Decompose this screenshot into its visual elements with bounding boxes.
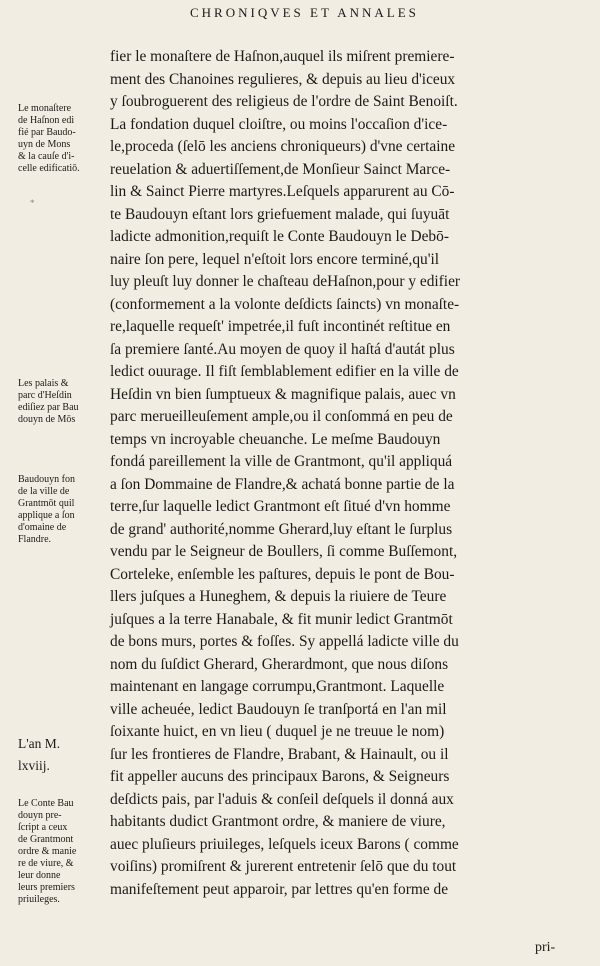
- text-line: maintenant en langage corrumpu,Grantmont. Laquelle: [110, 678, 445, 695]
- margin-note-line: leur donne: [18, 870, 61, 881]
- text-line: La fondation duquel cloiſtre, ou moins l'occaſion d'ice-: [110, 115, 448, 133]
- margin-note-line: lxviij.: [18, 758, 50, 773]
- text-line: re,laquelle requeſt' impetrée,il fuſt incontinét reſtitue en: [110, 318, 451, 335]
- text-line: nom du ſuſdict Gherard, Gherardmont, que nous diſons: [110, 655, 449, 673]
- margin-note-line: re de viure, &: [18, 858, 74, 869]
- text-line: llers juſques a Huneghem, & depuis la riuiere de Teure: [110, 588, 447, 605]
- margin-note-line: douyn de Mōs: [18, 414, 76, 425]
- text-line: ſoixante huict, en vn lieu ( duquel je ne treuue le nom): [110, 723, 445, 740]
- margin-note-line: Le Conte Bau: [18, 798, 74, 809]
- text-line: fondá pareillement la ville de Grantmont, qu'il appliquá: [110, 453, 453, 470]
- margin-note-line: priuileges.: [18, 894, 60, 905]
- margin-note-line: Le monaſtere: [18, 103, 72, 114]
- margin-note-line: uyn de Mons: [18, 139, 71, 150]
- margin-note-hesdin: [18, 378, 112, 426]
- margin-note-line: ſcript a ceux: [18, 822, 68, 833]
- margin-note-privileges: [18, 798, 112, 906]
- text-line: fit appeller aucuns des principaux Barons, & Seigneurs: [110, 768, 450, 785]
- margin-note-line: Grantmōt quil: [18, 498, 75, 509]
- text-line: parc merueilleuſement ample,ou il conſommá en peu de: [110, 408, 453, 425]
- margin-note-line: ordre & manie: [18, 846, 77, 857]
- text-line: habitants dudict Grantmont ordre, & maniere de viure,: [110, 813, 446, 830]
- margin-note-hasnon: [18, 103, 112, 175]
- text-line: luy pleuſt luy donner le chaſteau deHaſnon,pour y edifier: [110, 273, 461, 290]
- text-line: ledict ouurage. Il fiſt ſemblablement edifier en la ville de: [110, 363, 459, 380]
- text-line: te Baudouyn eſtant lors griefuement malade, qui ſuyuāt: [110, 205, 450, 223]
- text-line: a ſon Dommaine de Flandre,& achatá bonne partie de la: [110, 475, 455, 493]
- margin-note-line: parc d'Heſdin: [18, 390, 72, 401]
- margin-note-line: de Haſnon edi: [18, 115, 75, 126]
- ornament-mark: *: [30, 198, 35, 208]
- margin-note-line: fié par Baudo-: [18, 127, 76, 138]
- margin-note-line: celle edificatiō.: [18, 163, 80, 174]
- text-line: manifeſtement peut apparoir, par lettres qu'en forme de: [110, 880, 449, 898]
- text-line: y ſoubroguerent des religieus de l'ordre de Saint Benoiſt.: [110, 93, 458, 110]
- text-line: ſur les frontieres de Flandre, Brabant, & Hainault, ou il: [110, 745, 449, 763]
- text-line: de bons murs, portes & foſſes. Sy appellá ladicte ville du: [110, 633, 459, 650]
- running-head: CHRONIQVES ET ANNALES: [190, 5, 419, 20]
- text-line: terre,ſur laquelle ledict Grantmont eſt ſitué d'vn homme: [110, 498, 451, 515]
- margin-note-line: Baudouyn fon: [18, 474, 75, 485]
- text-line: (conformement a la volonte deſdicts ſaincts) vn monaſte-: [110, 295, 460, 313]
- margin-note-line: leurs premiers: [18, 882, 75, 893]
- text-line: Heſdin vn bien ſumptueux & magnifique palais, auec vn: [110, 385, 456, 403]
- text-line: temps vn incroyable cheuanche. Le meſme Baudouyn: [110, 430, 441, 448]
- text-line: ment des Chanoines regulieres, & depuis au lieu d'iceux: [110, 70, 456, 88]
- text-line: deſdicts pais, par l'aduis & conſeil deſquels il donná aux: [110, 790, 454, 808]
- text-line: lin & Sainct Pierre martyres.Leſquels apparurent au Cō-: [110, 183, 455, 200]
- text-line: voiſins) promiſrent & jurerent entretenir ſelō que du tout: [110, 858, 457, 875]
- margin-note-line: d'omaine de: [18, 522, 67, 533]
- main-text-block: [110, 46, 580, 901]
- margin-note-line: douyn pre-: [18, 810, 62, 821]
- margin-note-grantmont: [18, 474, 112, 546]
- text-line: vendu par le Seigneur de Boullers, ſi comme Buſſemont,: [110, 543, 458, 560]
- text-line: juſques a la terre Hanabale, & fit munir ledict Grantmōt: [110, 610, 453, 628]
- margin-note-line: de la ville de: [18, 486, 70, 497]
- text-line: de grand' authorité,nomme Gherard,luy eſtant le ſurplus: [110, 520, 453, 538]
- margin-note-line: de Grantmont: [18, 834, 74, 845]
- text-line: auec pluſieurs priuileges, leſquels iceux Barons ( comme: [110, 835, 459, 853]
- text-line: ſa premiere ſanté.Au moyen de quoy il haſtá d'autát plus: [110, 340, 455, 358]
- margin-note-line: Flandre.: [18, 534, 52, 545]
- text-line: ladicte admonition,requiſt le Conte Baudouyn le Debō-: [110, 228, 449, 245]
- margin-note-year: [18, 733, 112, 777]
- text-line: naire ſon pere, lequel n'eſtoit lors encore terminé,qu'il: [110, 250, 440, 268]
- text-line: fier le monaſtere de Haſnon,auquel ils miſrent premiere-: [110, 48, 455, 65]
- margin-note-line: Les palais &: [18, 378, 69, 389]
- catchword: pri-: [535, 940, 556, 955]
- text-line: Corteleke, enſemble les paſtures, depuis le pont de Bou-: [110, 565, 455, 583]
- margin-note-line: applique a ſon: [18, 510, 75, 521]
- margin-note-line: ediſiez par Bau: [18, 402, 79, 413]
- margin-note-line: & la cauſe d'i-: [18, 151, 75, 162]
- text-line: ville acheuée, ledict Baudouyn ſe tranſportá en l'an mil: [110, 700, 447, 718]
- text-line: reuelation & aduertiſſement,de Monſieur Sainct Marce-: [110, 160, 451, 178]
- text-line: le,proceda (ſelō les anciens chroniqueurs) d'vne certaine: [110, 138, 456, 155]
- margin-note-line: L'an M.: [18, 736, 61, 751]
